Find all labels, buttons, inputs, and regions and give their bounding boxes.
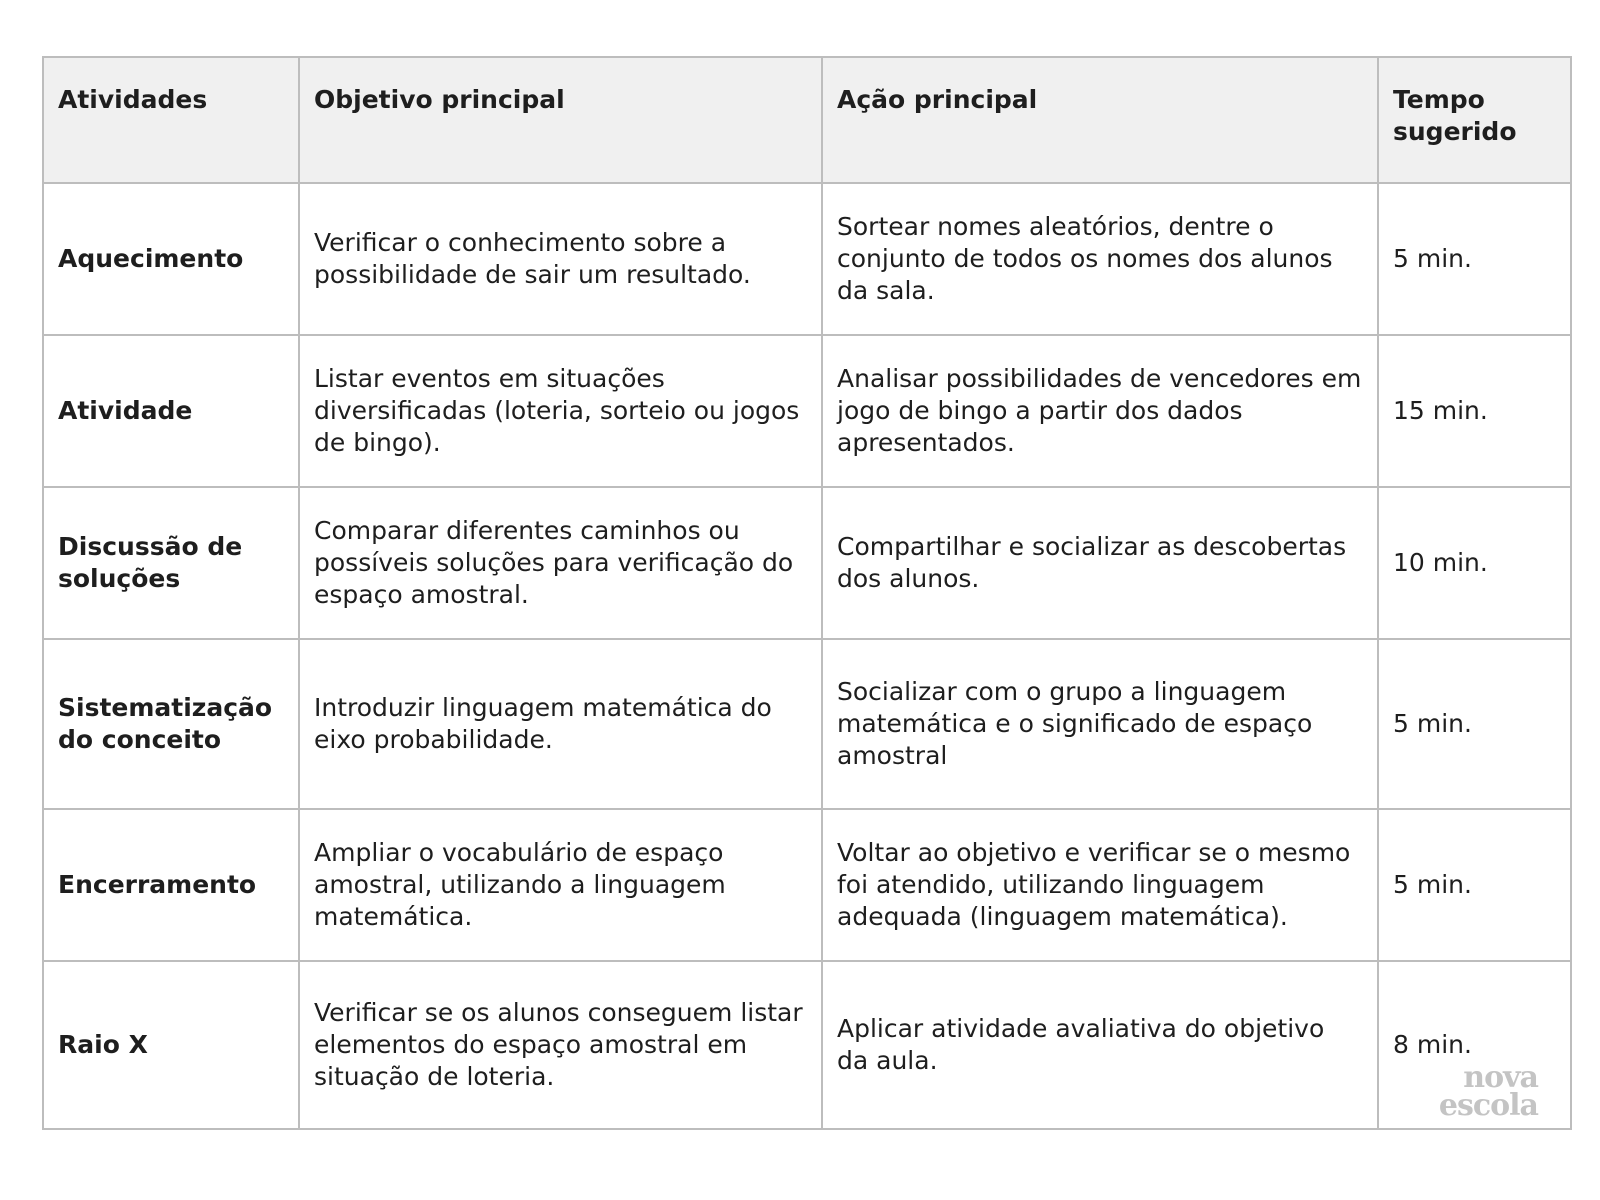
activity-cell: Sistematização do conceito bbox=[43, 639, 299, 809]
time-cell-with-logo bbox=[1378, 961, 1571, 1129]
header-main-objective: Objetivo principal bbox=[299, 57, 822, 183]
objective-cell: Listar eventos em situações diversificadas (loteria, sorteio ou jogos de bingo). bbox=[299, 335, 822, 487]
time-cell: 5 min. bbox=[1378, 183, 1571, 335]
logo-line-nova: nova bbox=[1463, 1060, 1538, 1095]
time-value: 8 min. bbox=[1393, 1030, 1472, 1059]
table-row bbox=[43, 487, 1571, 639]
activity-cell: Discussão de soluções bbox=[43, 487, 299, 639]
header-suggested-time: Tempo sugerido bbox=[1378, 57, 1571, 183]
activity-cell: Aquecimento bbox=[43, 183, 299, 335]
action-cell: Analisar possibilidades de vencedores em jogo de bingo a partir dos dados apresentados. bbox=[822, 335, 1378, 487]
lesson-plan-table bbox=[42, 56, 1572, 1130]
objective-cell: Introduzir linguagem matemática do eixo probabilidade. bbox=[299, 639, 822, 809]
objective-cell: Verificar o conhecimento sobre a possibilidade de sair um resultado. bbox=[299, 183, 822, 335]
table-row bbox=[43, 335, 1571, 487]
table-header-row bbox=[43, 57, 1571, 183]
action-cell: Socializar com o grupo a linguagem matemática e o significado de espaço amostral bbox=[822, 639, 1378, 809]
header-main-action: Ação principal bbox=[822, 57, 1378, 183]
logo-line-escola: escola bbox=[1438, 1088, 1538, 1123]
activity-cell: Atividade bbox=[43, 335, 299, 487]
action-cell: Sortear nomes aleatórios, dentre o conjunto de todos os nomes dos alunos da sala. bbox=[822, 183, 1378, 335]
activity-cell: Raio X bbox=[43, 961, 299, 1129]
objective-cell: Ampliar o vocabulário de espaço amostral, utilizando a linguagem matemática. bbox=[299, 809, 822, 961]
time-cell: 10 min. bbox=[1378, 487, 1571, 639]
action-cell: Voltar ao objetivo e verificar se o mesmo foi atendido, utilizando linguagem adequada (linguagem matemática). bbox=[822, 809, 1378, 961]
activity-cell: Encerramento bbox=[43, 809, 299, 961]
nova-escola-logo bbox=[1438, 1060, 1538, 1123]
table-row bbox=[43, 639, 1571, 809]
time-cell: 5 min. bbox=[1378, 639, 1571, 809]
objective-cell: Comparar diferentes caminhos ou possíveis soluções para verificação do espaço amostral. bbox=[299, 487, 822, 639]
action-cell: Compartilhar e socializar as descobertas dos alunos. bbox=[822, 487, 1378, 639]
table-row bbox=[43, 961, 1571, 1129]
time-cell: 5 min. bbox=[1378, 809, 1571, 961]
action-cell: Aplicar atividade avaliativa do objetivo da aula. bbox=[822, 961, 1378, 1129]
table-row bbox=[43, 183, 1571, 335]
header-activities: Atividades bbox=[43, 57, 299, 183]
objective-cell: Verificar se os alunos conseguem listar elementos do espaço amostral em situação de loteria. bbox=[299, 961, 822, 1129]
table-row bbox=[43, 809, 1571, 961]
time-cell: 15 min. bbox=[1378, 335, 1571, 487]
